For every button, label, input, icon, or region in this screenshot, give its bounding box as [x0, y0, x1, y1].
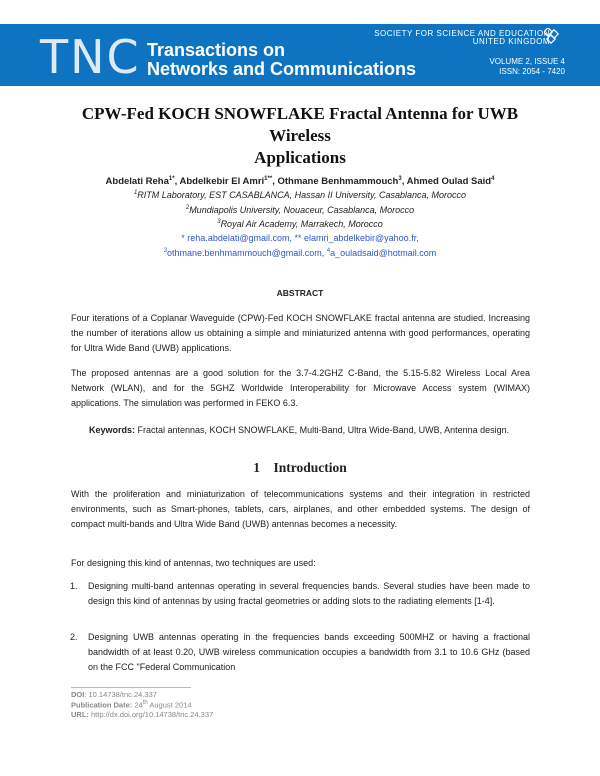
list-item: 1. Designing multi-band antennas operating in several frequencies bands. Several studies have been made to design this kind of antennas by using fractal geometries or adding slots to the radiating elements [1-4].: [70, 581, 530, 606]
footer-divider: [71, 687, 191, 688]
author-separator: ,: [174, 176, 180, 188]
keywords: [71, 423, 530, 438]
author-sup: 4: [491, 176, 495, 182]
intro-paragraph-1: With the proliferation and miniaturization of telecommunications systems and their integration in restricted environments, such as Smart-phones, tablets, cars, airplanes, and other embedded systems. The design of compact multi-bands and Ultra Wide Band (UWB) antennas becomes a necessity.: [71, 489, 530, 529]
author-sup: 1*: [168, 176, 175, 182]
footer-doi: DOI: 10.14738/tnc.24.337: [71, 690, 157, 699]
society-name: SOCIETY FOR SCIENCE AND EDUCATION: [374, 29, 550, 38]
abstract-heading: ABSTRACT: [276, 288, 324, 298]
author-sup: 3: [398, 176, 402, 182]
author-name: Abdelati Reha: [105, 176, 169, 188]
author-list: [40, 176, 560, 187]
journal-title-line1: Transactions on: [147, 40, 286, 60]
keywords-text: Fractal antennas, KOCH SNOWFLAKE, Multi-Band, Ultra Wide-Band, UWB, Antenna design.: [135, 425, 510, 435]
intro-paragraph-2: For designing this kind of antennas, two techniques are used:: [71, 558, 316, 568]
journal-title-line2: Networks and Communications: [147, 59, 417, 79]
author-emails-line2[interactable]: $^3$othmane.benhmammouch@gmail.com, $^4$a_ouladsaid@hotmail.com: [163, 248, 437, 258]
journal-logo: TNC: [40, 30, 141, 84]
keywords-label: Keywords:: [89, 425, 136, 435]
author-name: Othmane Benhmammouch: [277, 176, 399, 188]
author-name: Abdelkebir El Amri: [179, 176, 265, 188]
society-logo-icon: [544, 28, 560, 44]
author-sup: 1**: [264, 176, 273, 182]
volume-issue: VOLUME 2, ISSUE 4: [489, 57, 565, 66]
abstract-paragraph-2: The proposed antennas are a good solution for the 3.7-4.2GHZ C-Band, the 5.15-5.82 Wireless Local Area Network (WLAN), and for the 5GHZ Worldwide Interoperability for Microwave Access system (WIMAX) applications. The simulation was performed in FEKO 6.3.: [71, 368, 530, 408]
society-country: UNITED KINGDOM: [472, 37, 550, 46]
paper-title: [60, 103, 540, 169]
footer-url[interactable]: URL: http://dx.doi.org/10.14738/tnc.24.337: [71, 710, 214, 719]
affiliation: $^3$Royal Air Academy, Marrakech, Morocco: [217, 219, 383, 229]
paper-title-line2: Applications: [254, 148, 346, 167]
author-separator: ,: [401, 176, 407, 188]
author-emails-line1[interactable]: * reha.abdelati@gmail.com, ** elamri_abdelkebir@yahoo.fr,: [181, 233, 419, 243]
list-item: 2. Designing UWB antennas operating in the frequencies bands exceeding 500MHZ or having a fractional bandwidth of at least 0.20, UWB wireless communication occupies a bandwidth from 3.1 to 10.6 GHz (based on the FCC "Federal Communication: [70, 632, 530, 672]
author-separator: ,: [272, 176, 278, 188]
abstract-paragraph-1: Four iterations of a Coplanar Waveguide (CPW)-Fed KOCH SNOWFLAKE fractal antenna are studied. Increasing the number of iterations allow us obtaining a simple and miniaturized antenna with good performances, operating for Ultra Wide Band (UWB) applications.: [71, 313, 530, 353]
footer-publication-date: Publication Date: 24th August 2014: [71, 700, 192, 710]
affiliation: $^1$RITM Laboratory, EST CASABLANCA, Hassan II University, Casablanca, Morocco: [133, 190, 467, 200]
author-name: Ahmed Oulad Said: [406, 176, 492, 188]
issn: ISSN: 2054 - 7420: [499, 67, 565, 76]
section-heading-introduction: 1 Introduction: [253, 460, 347, 475]
paper-title-line1: CPW-Fed KOCH SNOWFLAKE Fractal Antenna for UWB Wireless: [81, 104, 519, 145]
affiliation: $^2$Mundiapolis University, Nouaceur, Casablanca, Morocco: [185, 205, 415, 215]
